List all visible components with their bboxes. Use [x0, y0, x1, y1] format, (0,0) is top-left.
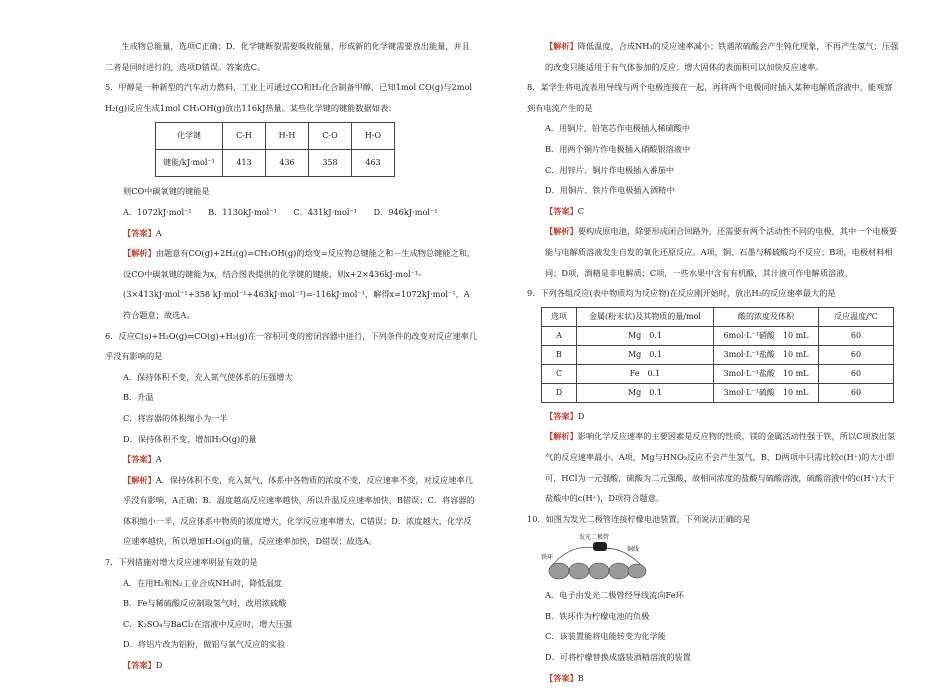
answer-tag: 【答案】 — [123, 227, 156, 238]
question-9-analysis — [527, 426, 899, 508]
table-cell: Mg 0.1 — [577, 383, 714, 402]
question-6-stem: 6．反应C(s)+H₂O(g)⇌CO(g)+H₂(g)在一容积可变的密闭容器中进行，下列条件的改变对反应速率几乎没有影响的是 — [105, 330, 477, 362]
analysis-text: 由题意有CO(g)+2H₂(g)=CH₃OH(g)的焓变=反应物总键能之和－生成物总键能之和，设CO中碳氧键的键能为x，结合图表提供的化学键的键能，则x+2×436kJ·mol⁻¹-(3×413kJ·mol⁻¹+358 kJ·mol⁻¹+463kJ·mol⁻¹)=-116kJ·mol⁻¹，解得x=1072kJ·mol⁻¹，A符合题意；故选A。 — [123, 248, 476, 320]
table-cell: D — [542, 383, 577, 402]
lemon-icon — [609, 563, 629, 579]
option: D．将铝片改为铝粉，做铝与氧气反应的实验 — [123, 639, 286, 650]
table-cell: 60 — [819, 364, 894, 383]
answer-tag: 【答案】 — [545, 410, 578, 421]
answer-tag: 【答案】 — [123, 660, 156, 671]
table-cell: A — [542, 326, 577, 345]
table-cell: Mg 0.1 — [577, 326, 714, 345]
analysis-text: A．保持体积不变，充入氮气，体系中各物质的浓度不变，反应速率不变，对反应速率几乎没有影响，A正确；B．温度越高反应速率越快，所以升温反应速率加快，B错误；C．将容器的体积缩小一半，反应体系中物质的浓度增大，化学反应速率增大，C错误；D．浓度越大，化学反应速率越快，所以增加H₂O(g)的量，反应速率加快，D错误；故选A。 — [123, 474, 475, 547]
option: C．该装置能将电能转变为化学能 — [545, 631, 666, 642]
answer-value: D — [155, 660, 163, 671]
answer-value: A — [155, 227, 162, 238]
answer-tag: 【答案】 — [545, 205, 578, 216]
table-row — [542, 383, 894, 402]
question-10-stem: 10．如图为发光二极管连接柠檬电池装置，下列说法正确的是 — [527, 513, 751, 524]
question-5-stem: 5．甲醇是一种新型的汽车动力燃料，工业上可通过CO和H₂化合制备甲醇，已知1mol CO(g)与2mol H₂(g)反应生成1mol CH₃OH(g)放出116kJ热量。某些化学键的键能数据如表： — [105, 82, 473, 113]
table-cell: 413 — [223, 150, 266, 177]
table-cell: C — [542, 364, 577, 383]
table-cell: 358 — [309, 150, 352, 177]
option: D．可将柠檬替换成盛装酒精溶液的装置 — [545, 652, 691, 663]
table-row — [156, 150, 395, 177]
answer-tag: 【答案】 — [545, 672, 578, 683]
left-column — [105, 36, 477, 676]
analysis-tag: 【解析】 — [545, 41, 578, 51]
analysis-tag: 【解析】 — [545, 431, 578, 442]
lemon-icon — [549, 563, 569, 579]
option: A．保持体积不变，充入氮气使体系的压强增大 — [123, 371, 293, 382]
table-cell: 选项 — [542, 307, 577, 326]
table-cell: 3mol·L⁻¹盐酸 10 mL — [714, 364, 819, 383]
right-column — [527, 36, 899, 688]
table-cell: 436 — [266, 150, 309, 177]
table-row — [542, 345, 894, 364]
question-6-answer — [105, 449, 477, 470]
option: B．Fe与稀硫酸反应制取氢气时，改用浓硫酸 — [123, 598, 287, 609]
option: C．K₂SO₄与BaCl₂在溶液中反应时，增大压强 — [123, 618, 292, 629]
table-cell: 3mol·L⁻¹硫酸 10 mL — [714, 383, 819, 402]
option: A．电子由发光二极管经导线流向Fe环 — [545, 590, 684, 601]
table-cell: 60 — [819, 345, 894, 364]
option: B．铁环作为柠檬电池的负极 — [545, 610, 650, 621]
table-cell: 463 — [352, 150, 395, 177]
option: A．在用H₂和N₂工业合成NH₃时，降低温度 — [123, 577, 282, 588]
option: A．用铜片、铅笔芯作电极插入稀硫酸中 — [545, 123, 691, 134]
lemon-icon — [589, 563, 609, 579]
lemon-battery-figure — [541, 531, 651, 583]
option: C．将容器的体积缩小为一半 — [123, 412, 228, 423]
bond-energy-table — [155, 122, 395, 177]
reaction-table — [541, 307, 894, 403]
table-cell: 3mol·L⁻¹盐酸 10 mL — [714, 345, 819, 364]
option: B．用两个铜片作电极插入硝酸银溶液中 — [545, 143, 691, 154]
option: D．保持体积不变，增加H₂O(g)的量 — [123, 433, 257, 444]
question-8-analysis — [527, 221, 899, 283]
table-cell: 酸的浓度及体积 — [714, 307, 819, 326]
table-cell: H-H — [266, 123, 309, 150]
table-cell: 化学键 — [156, 123, 223, 150]
table-cell: B — [542, 345, 577, 364]
analysis-tag: 【解析】 — [123, 248, 156, 259]
iron-label: 铁环 — [541, 554, 554, 562]
lemon-icon — [628, 564, 646, 578]
table-cell: 6mol·L⁻¹硝酸 10 mL — [714, 326, 819, 345]
continued-paragraph: 生成物总能量，选项C正确；D．化学键断裂需要吸收能量，形成新的化学键需要放出能量，并且二者是同时进行的，选项D错误。答案选C。 — [105, 41, 470, 72]
answer-value: C — [577, 205, 585, 216]
lemon-battery-diagram — [541, 531, 651, 583]
table-cell: C-H — [223, 123, 266, 150]
table-cell: 60 — [819, 326, 894, 345]
answer-value: D — [577, 410, 585, 421]
question-10-answer — [527, 668, 899, 688]
table-cell: C-O — [309, 123, 352, 150]
table-cell: 金属(粉末状)及其物质的量/mol — [577, 307, 714, 326]
table-cell: H-O — [352, 123, 395, 150]
analysis-tag: 【解析】 — [545, 226, 578, 237]
analysis-text: 降低温度，合成NH₃的反应速率减小；铁遇浓硫酸会产生钝化现象，不再产生氢气；压强的改变只能适用于有气体参加的反应；增大固体的表面积可以加快反应速率。 — [545, 41, 899, 72]
option: C．用锌片、铜片作电极插入番茄中 — [545, 164, 675, 175]
table-row — [156, 123, 395, 150]
question-8-answer — [527, 201, 899, 222]
table-cell: Fe 0.1 — [577, 364, 714, 383]
table-cell: 60 — [819, 383, 894, 402]
answer-value: B — [577, 672, 584, 683]
question-7-answer — [105, 655, 477, 676]
question-5-ask: 则CO中碳氧键的键能是 — [123, 186, 210, 197]
question-9-answer — [527, 406, 899, 427]
lemon-icon — [569, 563, 589, 579]
led-icon — [593, 542, 607, 551]
table-row — [542, 326, 894, 345]
answer-tag: 【答案】 — [123, 454, 156, 465]
table-cell: Mg 0.1 — [577, 345, 714, 364]
led-label: 发光二极管 — [579, 534, 610, 542]
option: D．用铜片、铁片作电极插入酒精中 — [545, 185, 675, 196]
question-8-stem: 8．某学生将电流表用导线与两个电极连接在一起，再将两个电极同时插入某种电解质溶液中，能观察到有电流产生的是 — [527, 82, 893, 113]
analysis-tag: 【解析】 — [123, 474, 156, 485]
question-6-analysis — [105, 470, 477, 552]
table-row — [542, 307, 894, 326]
question-5-options: A．1072kJ·mol⁻¹ B．1130kJ·mol⁻¹ C．431kJ·mol⁻¹ D．946kJ·mol⁻¹ — [123, 206, 438, 217]
analysis-text: 要构成原电池，除要形成闭合回路外，还需要有两个活动性不同的电极，其中一个电极要能与电解质溶液发生自发的氧化还原反应。A项，铜、石墨与稀硫酸均不反应；B项，电极材料相同；D项，酒精是非电解质；C项，一些水果中含有有机酸，其汁液可作电解质溶液。 — [545, 226, 898, 278]
table-cell: 键能/kJ·mol⁻¹ — [156, 150, 223, 177]
table-cell: 反应温度/℃ — [819, 307, 894, 326]
question-9-stem: 9．下列各组反应(表中物质均为反应物)在反应刚开始时，放出H₂的反应速率最大的是 — [527, 288, 836, 299]
option: B．升温 — [123, 392, 154, 403]
question-7-stem: 7．下列措施对增大反应速率明显有效的是 — [105, 557, 258, 568]
table-row — [542, 364, 894, 383]
question-7-analysis — [527, 36, 899, 77]
analysis-text: 影响化学反应速率的主要因素是反应物的性质，镁的金属活动性强于铁，所以C项放出氢气的反应速率最小。A项，Mg与HNO₃反应不会产生氢气，B、D两项中只需比较c(H⁺)的大小即可，HCl为一元强酸，硫酸为二元强酸，故相同浓度的盐酸与硫酸溶液，硫酸溶液中的c(H⁺)大于盐酸中的c(H⁺)，D项符合题意。 — [545, 431, 896, 504]
question-5-answer — [105, 223, 477, 244]
copper-label: 铜线 — [627, 546, 640, 554]
answer-value: A — [155, 454, 162, 465]
question-5-analysis — [105, 243, 477, 325]
